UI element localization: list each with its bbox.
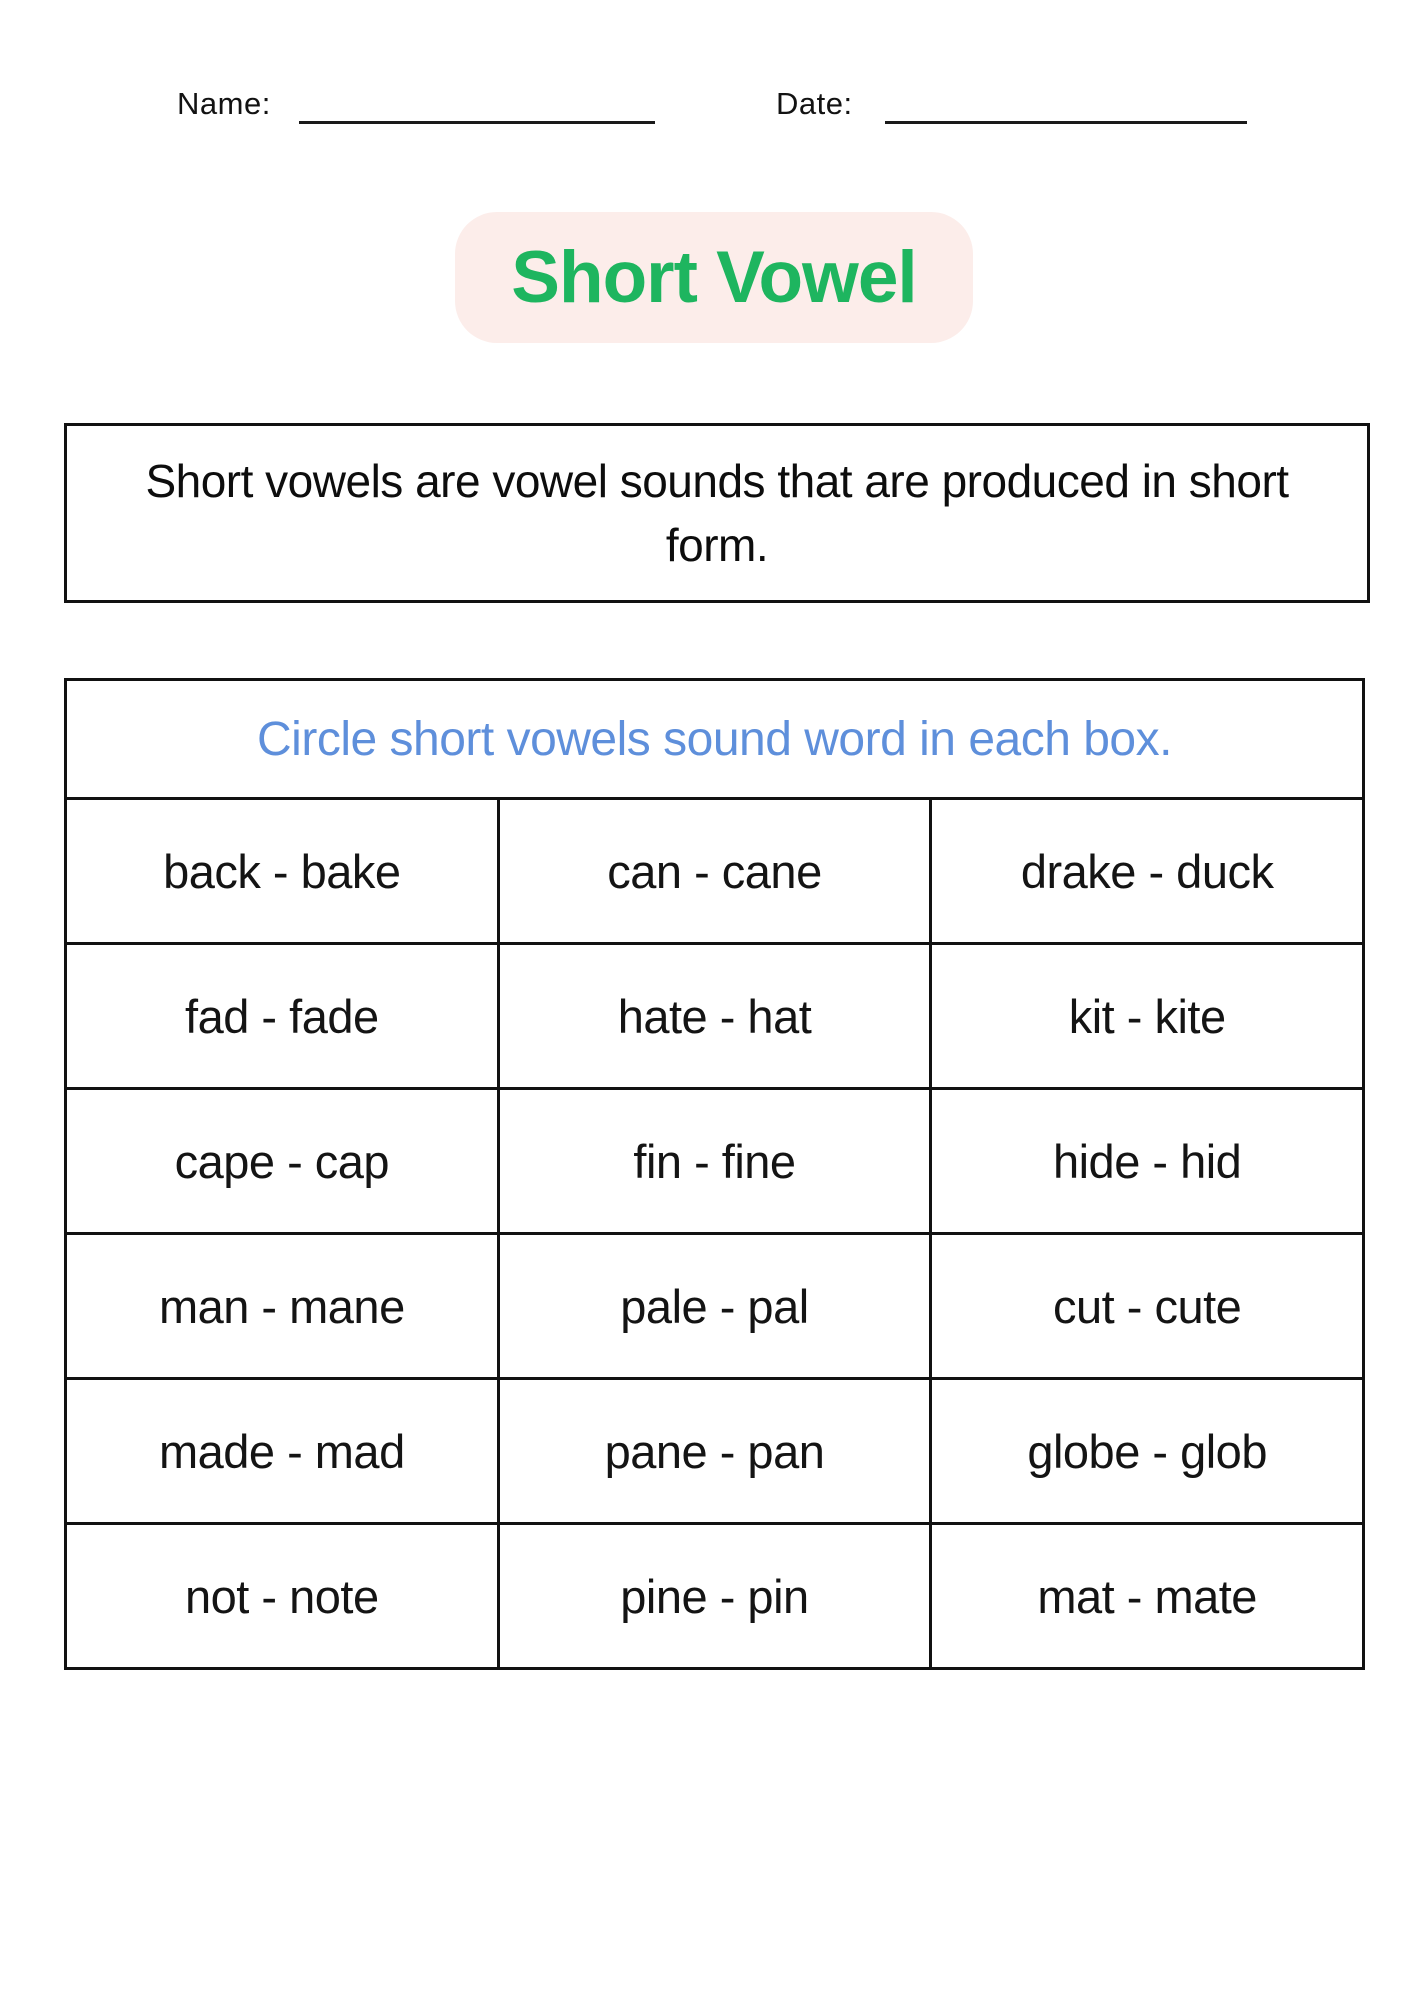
word-pair-cell[interactable]: back - bake (66, 799, 499, 944)
header-fields-row (177, 86, 1247, 124)
word-pair-cell[interactable]: pine - pin (498, 1524, 931, 1669)
date-label: Date: (776, 86, 853, 121)
instruction-text: Circle short vowels sound word in each box. (66, 680, 1364, 799)
table-row (66, 1379, 1364, 1524)
table-row (66, 799, 1364, 944)
word-pair-cell[interactable]: not - note (66, 1524, 499, 1669)
table-row (66, 1234, 1364, 1379)
instruction-row (66, 680, 1364, 799)
name-field-line[interactable] (299, 86, 655, 124)
word-pair-cell[interactable]: pane - pan (498, 1379, 931, 1524)
table-row (66, 1089, 1364, 1234)
page-title: Short Vowel (511, 237, 917, 318)
word-pair-cell[interactable]: cape - cap (66, 1089, 499, 1234)
description-box (64, 423, 1370, 603)
word-pair-cell[interactable]: man - mane (66, 1234, 499, 1379)
date-field-line[interactable] (885, 86, 1247, 124)
table-row (66, 1524, 1364, 1669)
word-pair-cell[interactable]: pale - pal (498, 1234, 931, 1379)
word-pair-cell[interactable]: drake - duck (931, 799, 1364, 944)
word-pair-cell[interactable]: hide - hid (931, 1089, 1364, 1234)
word-pair-cell[interactable]: globe - glob (931, 1379, 1364, 1524)
word-pair-cell[interactable]: fin - fine (498, 1089, 931, 1234)
word-pair-cell[interactable]: mat - mate (931, 1524, 1364, 1669)
worksheet-table (64, 678, 1365, 1670)
title-banner (455, 212, 973, 343)
word-pair-cell[interactable]: fad - fade (66, 944, 499, 1089)
word-pair-cell[interactable]: made - mad (66, 1379, 499, 1524)
word-pair-cell[interactable]: hate - hat (498, 944, 931, 1089)
description-text: Short vowels are vowel sounds that are produced in short form. (145, 454, 1289, 571)
table-row (66, 944, 1364, 1089)
word-pair-cell[interactable]: cut - cute (931, 1234, 1364, 1379)
word-pair-cell[interactable]: can - cane (498, 799, 931, 944)
word-pair-cell[interactable]: kit - kite (931, 944, 1364, 1089)
name-label: Name: (177, 86, 271, 121)
